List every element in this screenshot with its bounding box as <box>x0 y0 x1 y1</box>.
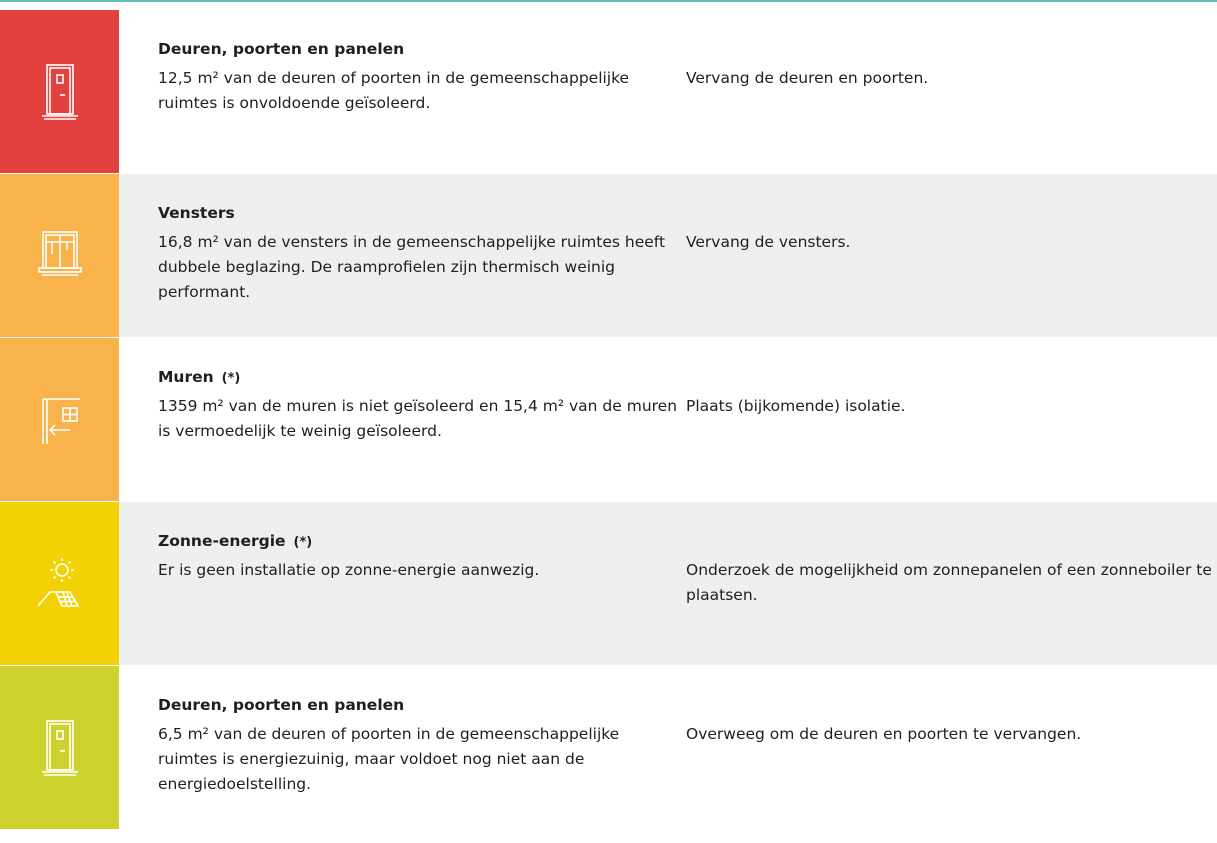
measure-row-solar <box>0 502 1217 666</box>
wall-icon <box>30 390 90 450</box>
measure-title <box>158 38 404 60</box>
measure-title <box>158 530 312 554</box>
status-color-block <box>0 502 119 665</box>
status-color-block <box>0 338 119 501</box>
status-color-block <box>0 10 119 173</box>
asterisk-note-mark: (*) <box>221 371 241 386</box>
status-color-block <box>0 666 119 829</box>
solar-icon <box>30 554 90 614</box>
measure-advice: Overweeg om de deuren en poorten te vervangen. <box>686 725 1082 743</box>
measure-advice: Vervang de deuren en poorten. <box>686 69 929 87</box>
measure-advice: Vervang de vensters. <box>686 233 851 251</box>
measure-row-doors-secondary <box>0 666 1217 830</box>
measure-content <box>119 338 1217 501</box>
measure-title <box>158 694 404 716</box>
measure-content <box>119 10 1217 173</box>
measure-advice: Plaats (bijkomende) isolatie. <box>686 397 906 415</box>
status-color-block <box>0 174 119 337</box>
measure-content <box>119 502 1217 665</box>
door-icon <box>30 62 90 122</box>
measure-row-doors <box>0 10 1217 174</box>
measure-description: 12,5 m² van de deuren of poorten in de gemeenschappelijke ruimtes is onvoldoende geïsoleerd. <box>158 69 630 112</box>
measure-title-text: Zonne-energie <box>158 532 286 550</box>
measure-row-walls <box>0 338 1217 502</box>
measure-description: 6,5 m² van de deuren of poorten in de gemeenschappelijke ruimtes is energiezuinig, maar voldoet nog niet aan de energiedoelstelling. <box>158 725 620 793</box>
door-icon <box>30 718 90 778</box>
measure-title <box>158 366 240 390</box>
window-icon <box>30 226 90 286</box>
top-rule <box>0 0 1217 2</box>
measure-title-text: Deuren, poorten en panelen <box>158 40 405 58</box>
measure-content <box>119 174 1217 337</box>
measure-title-text: Deuren, poorten en panelen <box>158 696 405 714</box>
measure-description: 1359 m² van de muren is niet geïsoleerd en 15,4 m² van de muren is vermoedelijk te weinig geïsoleerd. <box>158 397 678 440</box>
measure-title-text: Muren <box>158 368 214 386</box>
asterisk-note-mark: (*) <box>293 535 313 550</box>
measure-title-text: Vensters <box>158 204 235 222</box>
measure-title <box>158 202 235 224</box>
measure-description: Er is geen installatie op zonne-energie aanwezig. <box>158 561 540 579</box>
measure-description: 16,8 m² van de vensters in de gemeenschappelijke ruimtes heeft dubbele beglazing. De raamprofielen zijn thermisch weinig performant. <box>158 233 666 301</box>
measures-list <box>0 10 1217 830</box>
measure-advice: Onderzoek de mogelijkheid om zonnepanelen of een zonneboiler te plaatsen. <box>686 561 1212 604</box>
measure-content <box>119 666 1217 829</box>
measure-row-windows <box>0 174 1217 338</box>
